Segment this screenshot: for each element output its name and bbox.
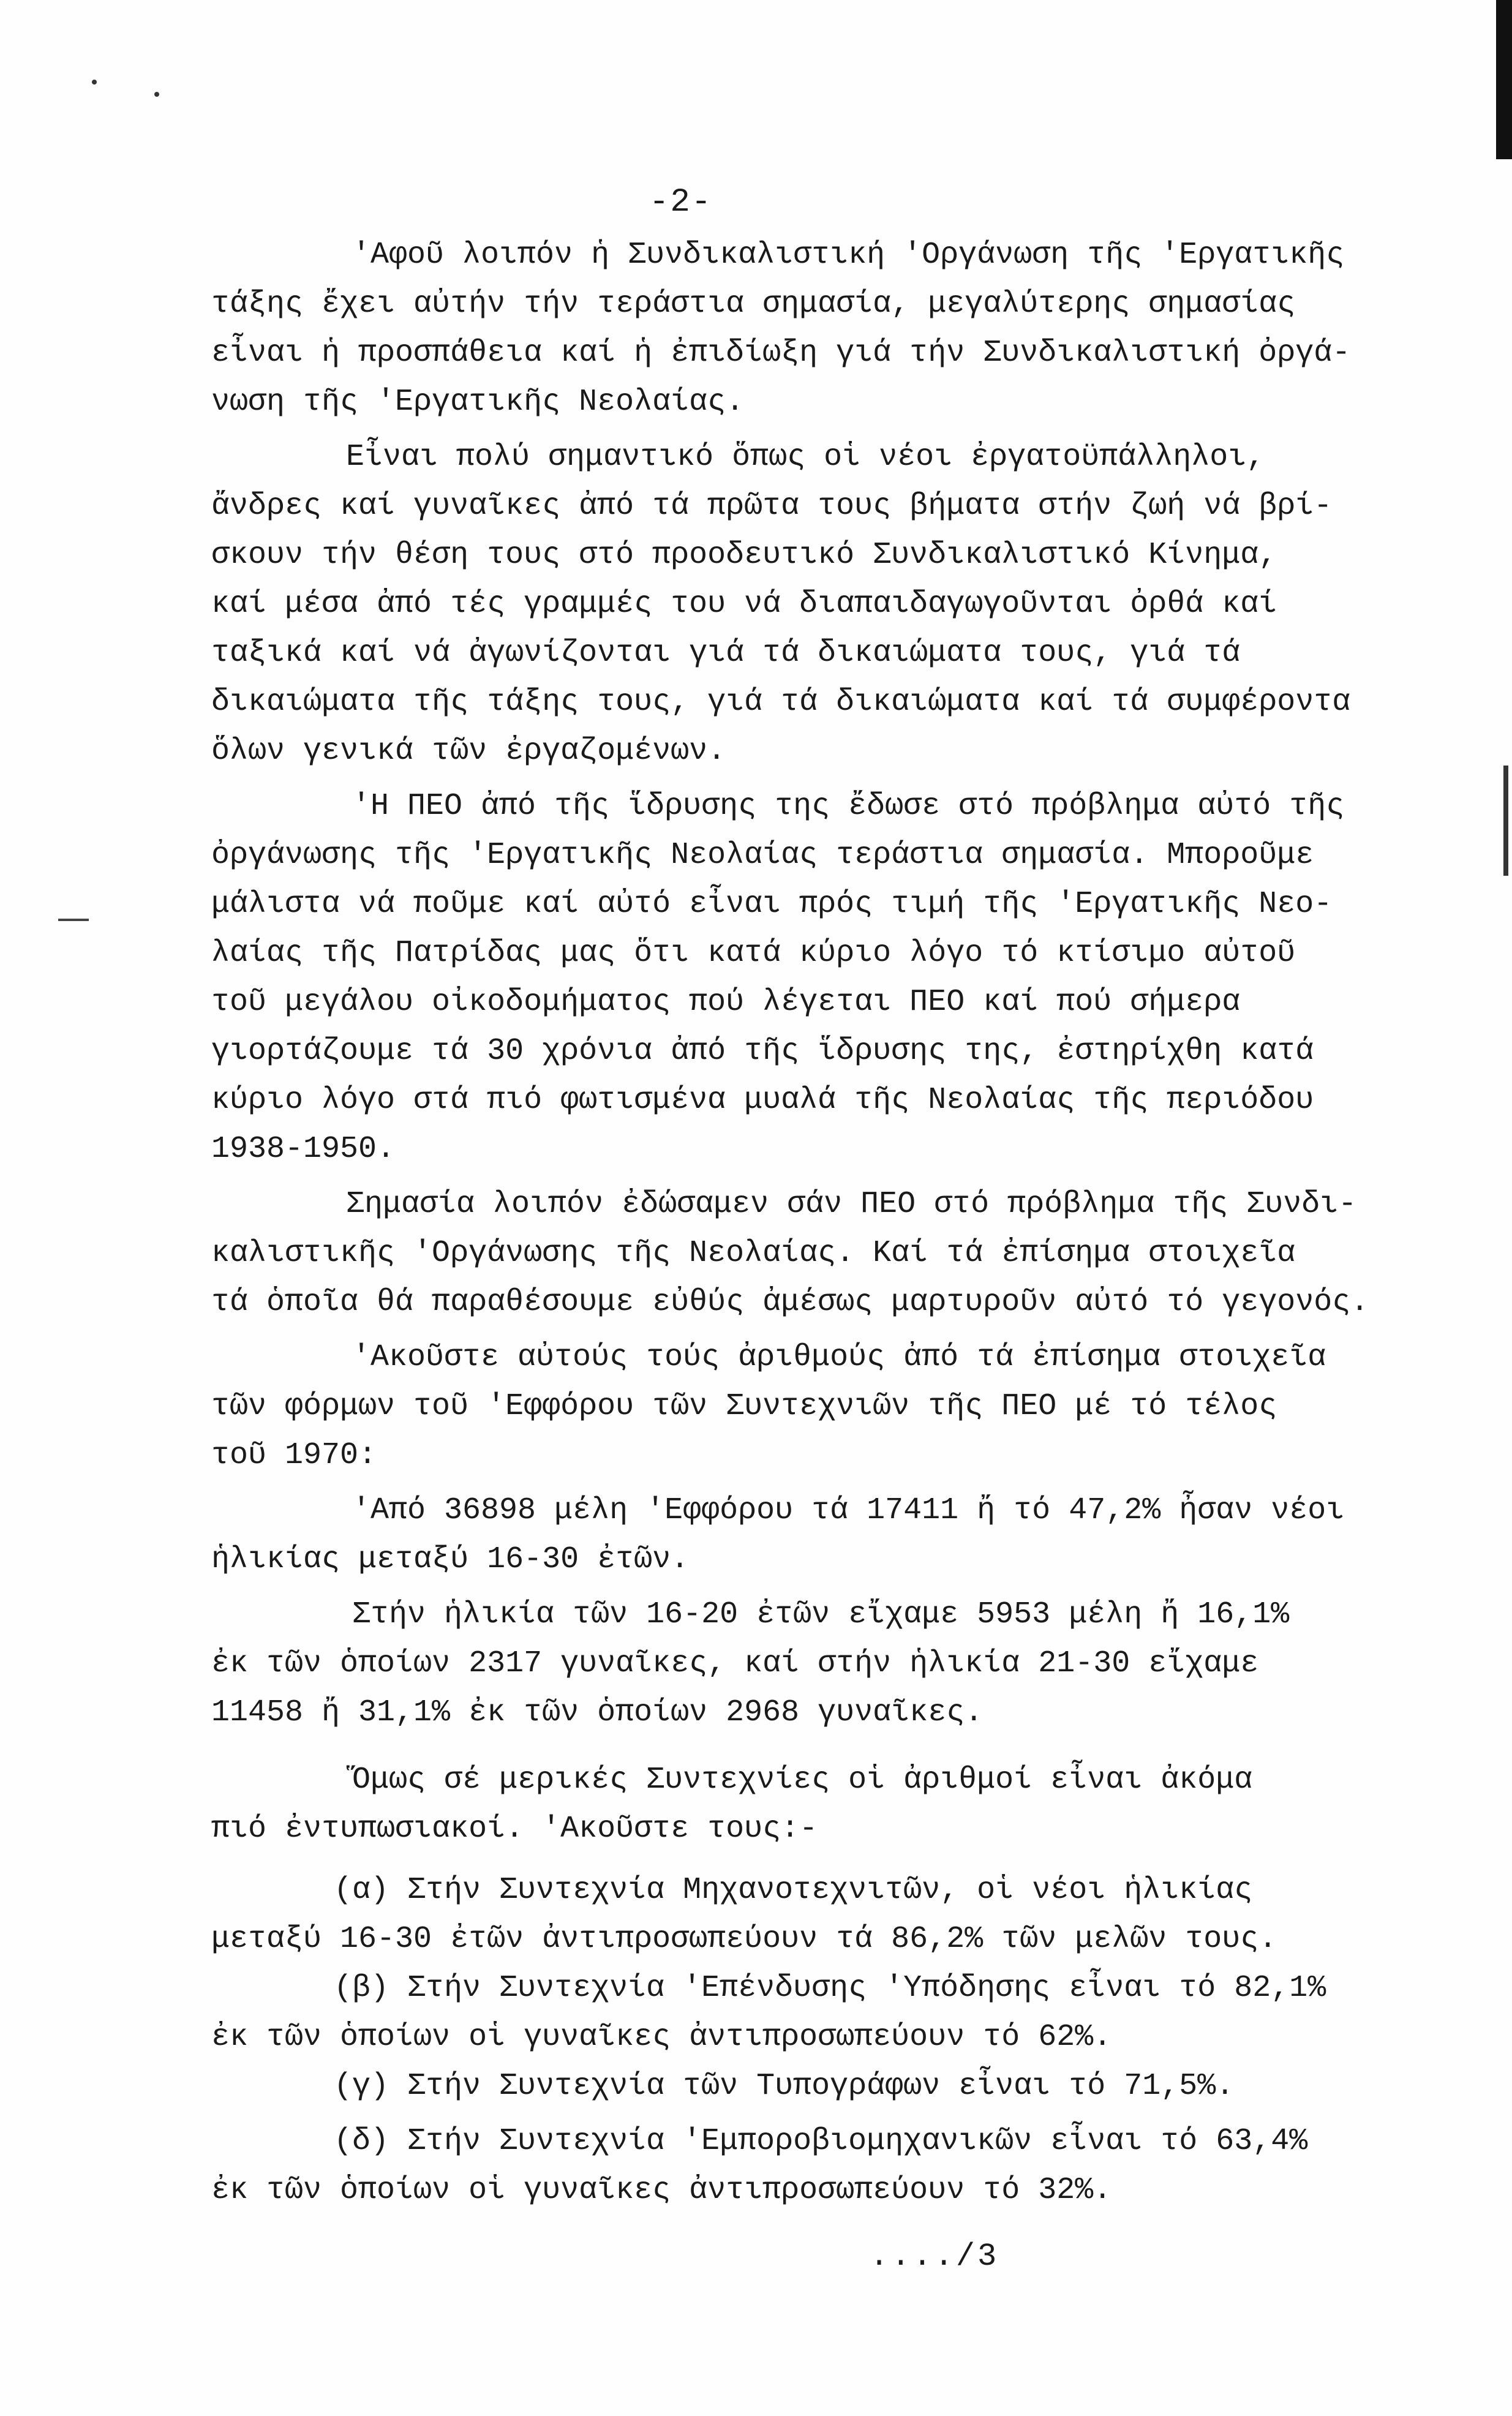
text-line: τοῦ 1970: xyxy=(211,1438,377,1473)
text-line: πιό ἐντυπωσιακοί. 'Ακοῦστε τους:- xyxy=(211,1812,818,1846)
text-line: λαίας τῆς Πατρίδας μας ὅτι κατά κύριο λόγο τό κτίσιμο αὐτοῦ xyxy=(211,936,1296,971)
text-line: ἐκ τῶν ὁποίων οἱ γυναῖκες ἀντιπροσωπεύουν τό 62%. xyxy=(211,2020,1112,2055)
scan-edge-shadow xyxy=(1496,0,1512,159)
text-line: (γ) Στήν Συντεχνία τῶν Τυπογράφων εἶναι τό 71,5%. xyxy=(334,2069,1235,2104)
margin-mark xyxy=(58,919,89,921)
text-line: τῶν φόρμων τοῦ 'Εφφόρου τῶν Συντεχνιῶν τῆς ΠΕΟ μέ τό τέλος xyxy=(211,1389,1277,1424)
text-line: ὀργάνωσης τῆς 'Εργατικῆς Νεολαίας τεράστια σημασία. Μποροῦμε xyxy=(211,838,1314,873)
text-line: (β) Στήν Συντεχνία 'Επένδυσης 'Υπόδησης εἶναι τό 82,1% xyxy=(334,1971,1326,2006)
text-line: 11458 ἤ 31,1% ἐκ τῶν ὁποίων 2968 γυναῖκες. xyxy=(211,1695,984,1730)
text-line: Στήν ἡλικία τῶν 16-20 ἐτῶν εἴχαμε 5953 μέλη ἤ 16,1% xyxy=(352,1597,1290,1632)
text-line: (δ) Στήν Συντεχνία 'Εμποροβιομηχανικῶν εἶναι τό 63,4% xyxy=(334,2124,1308,2159)
text-line: ταξικά καί νά ἀγωνίζονται γιά τά δικαιώματα τους, γιά τά xyxy=(211,636,1241,671)
text-line: νωση τῆς 'Εργατικῆς Νεολαίας. xyxy=(211,385,745,420)
continuation-marker: ..../3 xyxy=(870,2238,999,2275)
text-line: τά ὁποῖα θά παραθέσουμε εὐθύς ἀμέσως μαρτυροῦν αὐτό τό γεγονός. xyxy=(211,1285,1369,1320)
text-line: 'Από 36898 μέλη 'Εφφόρου τά 17411 ἤ τό 47,2% ἦσαν νέοι xyxy=(352,1493,1345,1528)
text-line: μεταξύ 16-30 ἐτῶν ἀντιπροσωπεύουν τά 86,2% τῶν μελῶν τους. xyxy=(211,1922,1277,1957)
text-line: ἐκ τῶν ὁποίων 2317 γυναῖκες, καί στήν ἡλικία 21-30 εἴχαμε xyxy=(211,1646,1259,1681)
page-number: -2- xyxy=(649,184,713,221)
text-line: 'Η ΠΕΟ ἀπό τῆς ἵδρυσης της ἔδωσε στό πρόβλημα αὐτό τῆς xyxy=(352,789,1345,824)
text-line: τάξης ἔχει αὐτήν τήν τεράστια σημασία, μεγαλύτερης σημασίας xyxy=(211,287,1296,322)
text-line: καλιστικῆς 'Οργάνωσης τῆς Νεολαίας. Καί τά ἐπίσημα στοιχεῖα xyxy=(211,1236,1296,1271)
text-line: ἄνδρες καί γυναῖκες ἀπό τά πρῶτα τους βήματα στήν ζωή νά βρί- xyxy=(211,489,1333,524)
text-line: ἡλικίας μεταξύ 16-30 ἐτῶν. xyxy=(211,1542,690,1577)
text-line: εἶναι ἡ προσπάθεια καί ἡ ἐπιδίωξη γιά τήν Συνδικαλιστική ὀργά- xyxy=(211,336,1351,371)
text-line: καί μέσα ἀπό τές γραμμές του νά διαπαιδαγωγοῦνται ὀρθά καί xyxy=(211,587,1277,622)
text-line: σκουν τήν θέση τους στό προοδευτικό Συνδικαλιστικό Κίνημα, xyxy=(211,538,1277,573)
scan-speck xyxy=(154,92,159,97)
text-line: 'Αφοῦ λοιπόν ἡ Συνδικαλιστική 'Οργάνωση τῆς 'Εργατικῆς xyxy=(352,238,1345,273)
text-line: κύριο λόγο στά πιό φωτισμένα μυαλά τῆς Νεολαίας τῆς περιόδου xyxy=(211,1083,1314,1118)
scan-speck xyxy=(92,80,97,85)
text-line: (α) Στήν Συντεχνία Μηχανοτεχνιτῶν, οἱ νέοι ἡλικίας xyxy=(334,1873,1253,1908)
text-line: τοῦ μεγάλου οἰκοδομήματος πού λέγεται ΠΕΟ καί πού σήμερα xyxy=(211,985,1241,1020)
text-line: δικαιώματα τῆς τάξης τους, γιά τά δικαιώματα καί τά συμφέροντα xyxy=(211,685,1351,720)
text-line: Ὅμως σέ μερικές Συντεχνίες οἱ ἀριθμοί εἶναι ἀκόμα xyxy=(352,1763,1253,1797)
text-line: ἐκ τῶν ὁποίων οἱ γυναῖκες ἀντιπροσωπεύουν τό 32%. xyxy=(211,2173,1112,2208)
text-line: μάλιστα νά ποῦμε καί αὐτό εἶναι πρός τιμή τῆς 'Εργατικῆς Νεο- xyxy=(211,887,1333,922)
text-line: ὅλων γενικά τῶν ἐργαζομένων. xyxy=(211,734,726,769)
text-line: Σημασία λοιπόν ἐδώσαμεν σάν ΠΕΟ στό πρόβλημα τῆς Συνδι- xyxy=(346,1187,1357,1222)
text-line: 'Ακοῦστε αὐτούς τούς ἀριθμούς ἀπό τά ἐπίσημα στοιχεῖα xyxy=(352,1340,1326,1375)
text-line: Εἶναι πολύ σημαντικό ὅπως οἱ νέοι ἐργατοϋπάλληλοι, xyxy=(346,440,1265,475)
text-line: 1938-1950. xyxy=(211,1132,396,1167)
text-line: γιορτάζουμε τά 30 χρόνια ἀπό τῆς ἵδρυσης της, ἐστηρίχθη κατά xyxy=(211,1034,1314,1069)
scan-edge-mark xyxy=(1503,766,1508,876)
